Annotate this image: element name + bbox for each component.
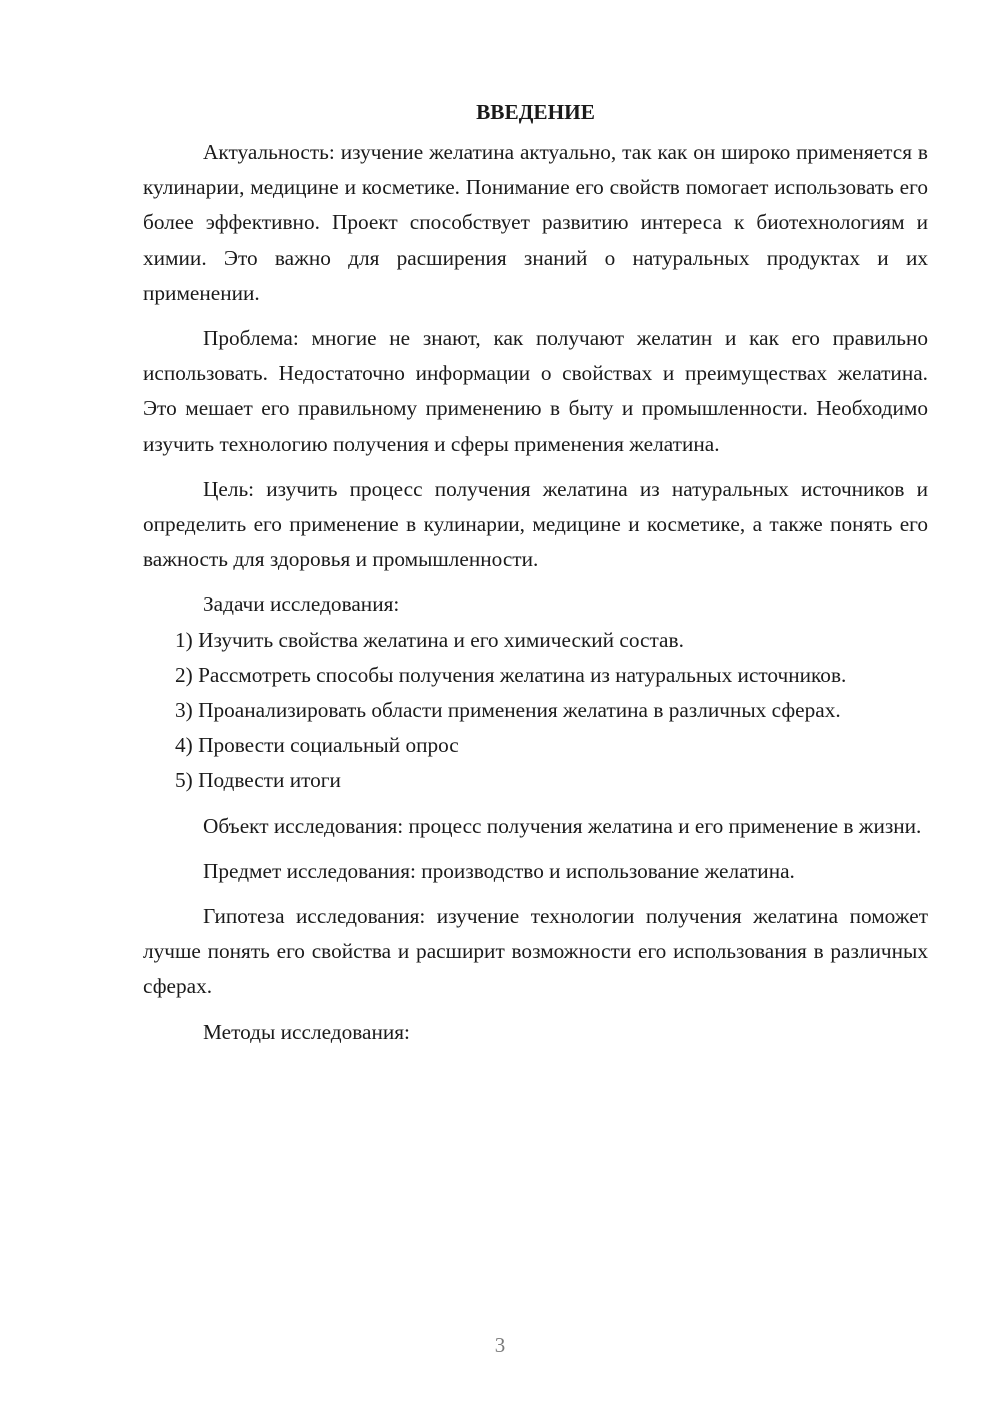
subject-paragraph: Предмет исследования: производство и использование желатина. bbox=[203, 858, 795, 883]
task-item-4: 4) Провести социальный опрос bbox=[175, 733, 459, 758]
task-item-5: 5) Подвести итоги bbox=[175, 768, 341, 793]
document-page bbox=[143, 92, 928, 1050]
goal-paragraph: Цель: изучить процесс получения желатина из натуральных источников и определить его применение в кулинарии, медицине и косметике, а также понять его важность для здоровья и промышленности. bbox=[143, 476, 928, 572]
object-paragraph: Объект исследования: процесс получения желатина и его применение в жизни. bbox=[203, 813, 922, 838]
task-item-1: 1) Изучить свойства желатина и его химический состав. bbox=[175, 627, 684, 652]
section-title: ВВЕДЕНИЕ bbox=[476, 100, 595, 124]
problem-paragraph: Проблема: многие не знают, как получают желатин и как его правильно использовать. Недостаточно информации о свойствах и преимуществах желатина. Это мешает его правильному применению в быту и промышленности. Необходимо изучить технологию получения и сферы применения желатина. bbox=[143, 326, 928, 456]
tasks-heading: Задачи исследования: bbox=[203, 592, 400, 617]
hypothesis-paragraph: Гипотеза исследования: изучение технологии получения желатина поможет лучше понять его свойства и расширит возможности его использования в различных сферах. bbox=[143, 904, 928, 999]
task-item-3: 3) Проанализировать области применения желатина в различных сферах. bbox=[175, 698, 841, 723]
relevance-paragraph: Актуальность: изучение желатина актуально, так как он широко применяется в кулинарии, медицине и косметике. Понимание его свойств помогает использовать его более эффективно. Проект способствует развитию интереса к биотехнологиям и химии. Это важно для расширения знаний о натуральных продуктах и их применении. bbox=[143, 140, 928, 305]
task-item-2: 2) Рассмотреть способы получения желатина из натуральных источников. bbox=[175, 662, 847, 687]
methods-heading: Методы исследования: bbox=[203, 1019, 410, 1044]
page-number: 3 bbox=[494, 1333, 506, 1357]
